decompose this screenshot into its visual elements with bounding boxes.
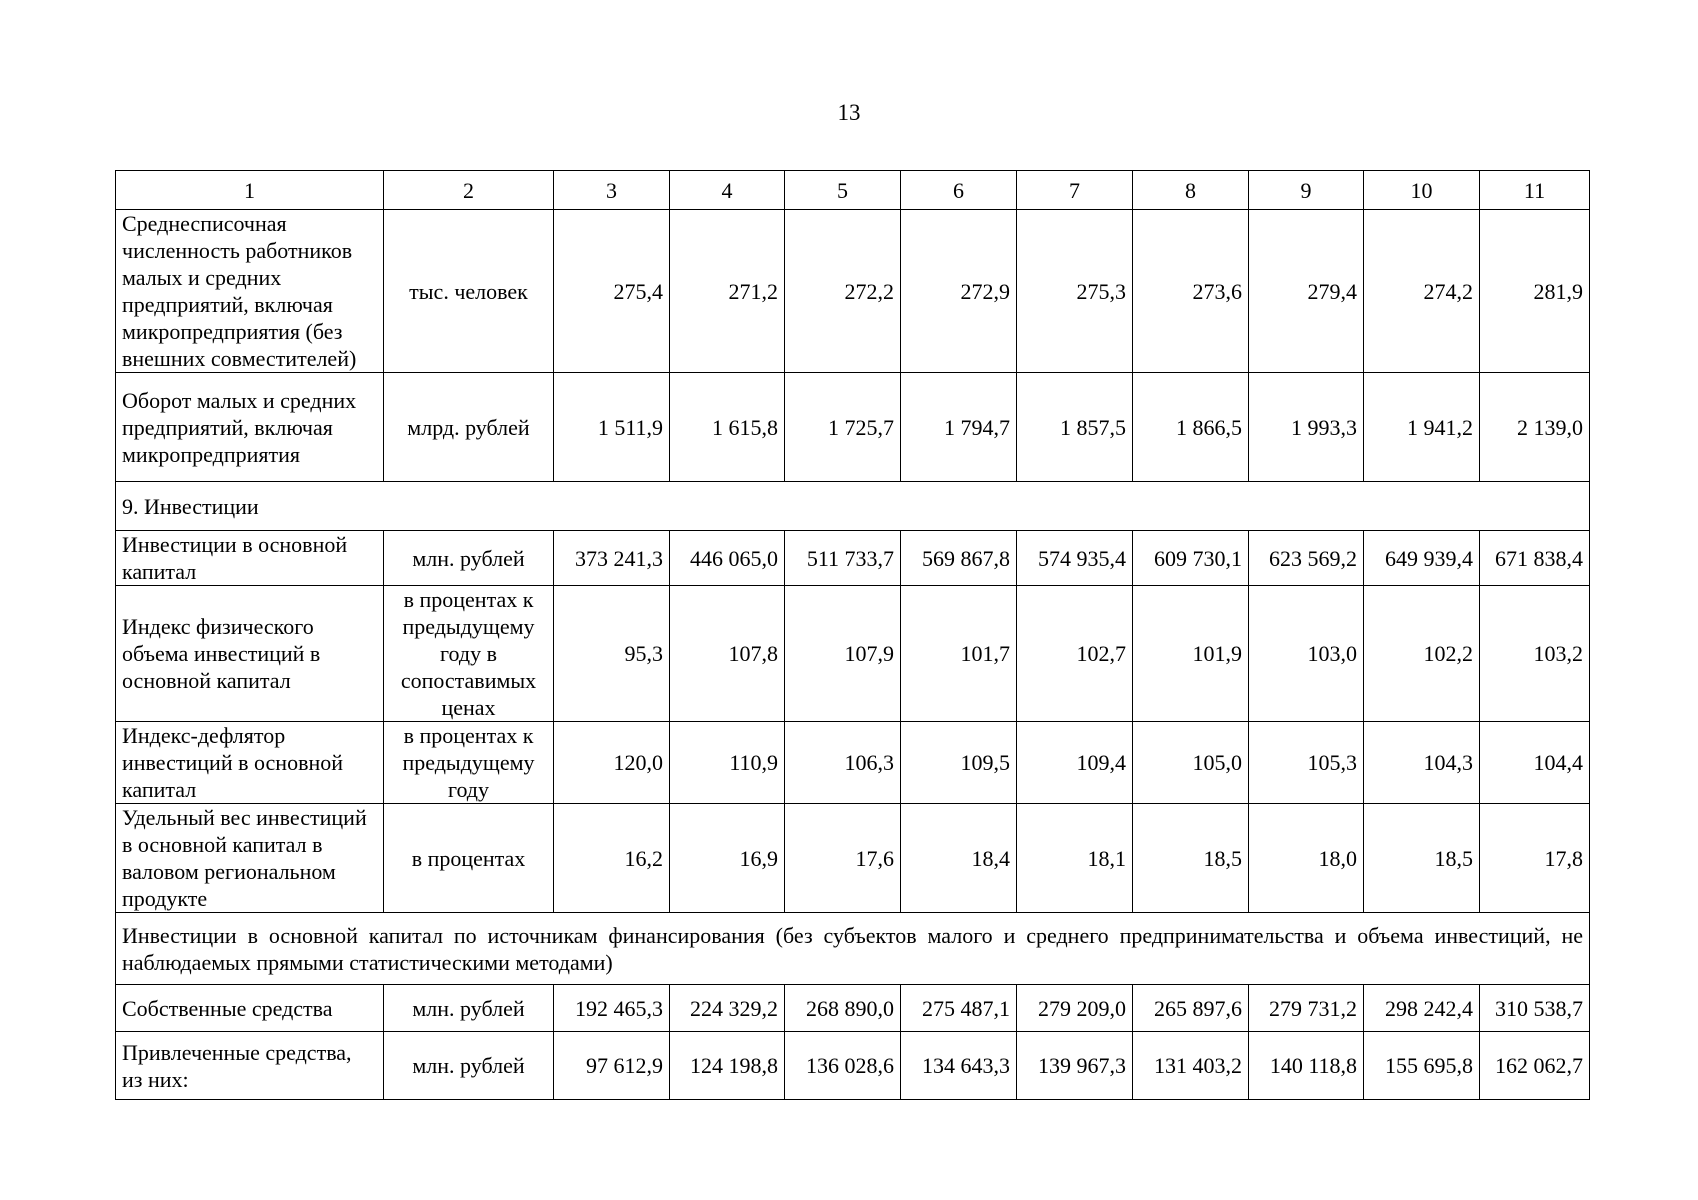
indicator-cell: Инвестиции в основной капитал: [116, 531, 384, 586]
value-cell: 110,9: [670, 722, 785, 804]
unit-cell: в процентах: [384, 804, 554, 913]
value-cell: 2 139,0: [1480, 373, 1590, 482]
value-cell: 101,9: [1133, 586, 1249, 722]
value-cell: 1 993,3: [1249, 373, 1364, 482]
value-cell: 649 939,4: [1364, 531, 1480, 586]
value-cell: 272,9: [901, 210, 1017, 373]
column-number: 1: [116, 171, 384, 210]
value-cell: 139 967,3: [1017, 1032, 1133, 1100]
column-number: 3: [554, 171, 670, 210]
section-row: [116, 482, 1590, 531]
value-cell: 511 733,7: [785, 531, 901, 586]
column-number: 6: [901, 171, 1017, 210]
value-cell: 124 198,8: [670, 1032, 785, 1100]
value-cell: 1 511,9: [554, 373, 670, 482]
table-row-deflator-index: [116, 722, 1590, 804]
value-cell: 101,7: [901, 586, 1017, 722]
indicator-cell: Удельный вес инвестиций в основной капитал в валовом региональном продукте: [116, 804, 384, 913]
value-cell: 140 118,8: [1249, 1032, 1364, 1100]
value-cell: 17,8: [1480, 804, 1590, 913]
value-cell: 265 897,6: [1133, 985, 1249, 1032]
unit-cell: млн. рублей: [384, 531, 554, 586]
column-number: 7: [1017, 171, 1133, 210]
value-cell: 18,1: [1017, 804, 1133, 913]
value-cell: 1 866,5: [1133, 373, 1249, 482]
value-cell: 103,2: [1480, 586, 1590, 722]
value-cell: 136 028,6: [785, 1032, 901, 1100]
sources-note: Инвестиции в основной капитал по источникам финансирования (без субъектов малого и среднего предпринимательства и объема инвестиций, не наблюдаемых прямыми статистическими методами): [116, 913, 1590, 985]
value-cell: 134 643,3: [901, 1032, 1017, 1100]
value-cell: 279 209,0: [1017, 985, 1133, 1032]
value-cell: 569 867,8: [901, 531, 1017, 586]
value-cell: 97 612,9: [554, 1032, 670, 1100]
value-cell: 120,0: [554, 722, 670, 804]
column-number: 2: [384, 171, 554, 210]
column-number: 8: [1133, 171, 1249, 210]
value-cell: 107,9: [785, 586, 901, 722]
value-cell: 107,8: [670, 586, 785, 722]
value-cell: 298 242,4: [1364, 985, 1480, 1032]
value-cell: 109,5: [901, 722, 1017, 804]
value-cell: 268 890,0: [785, 985, 901, 1032]
indicator-cell: Среднесписочная численность работников малых и средних предприятий, включая микропредприятия (без внешних совместителей): [116, 210, 384, 373]
value-cell: 281,9: [1480, 210, 1590, 373]
value-cell: 155 695,8: [1364, 1032, 1480, 1100]
unit-cell: млн. рублей: [384, 1032, 554, 1100]
value-cell: 102,2: [1364, 586, 1480, 722]
table-row-own-funds: [116, 985, 1590, 1032]
value-cell: 373 241,3: [554, 531, 670, 586]
indicator-cell: Индекс-дефлятор инвестиций в основной капитал: [116, 722, 384, 804]
value-cell: 105,0: [1133, 722, 1249, 804]
value-cell: 16,2: [554, 804, 670, 913]
value-cell: 95,3: [554, 586, 670, 722]
unit-cell: в процентах к предыдущему году в сопоставимых ценах: [384, 586, 554, 722]
value-cell: 109,4: [1017, 722, 1133, 804]
column-number: 9: [1249, 171, 1364, 210]
table-row-turnover: [116, 373, 1590, 482]
value-cell: 103,0: [1249, 586, 1364, 722]
value-cell: 274,2: [1364, 210, 1480, 373]
indicator-cell: Привлеченные средства, из них:: [116, 1032, 384, 1100]
value-cell: 609 730,1: [1133, 531, 1249, 586]
value-cell: 1 615,8: [670, 373, 785, 482]
value-cell: 623 569,2: [1249, 531, 1364, 586]
sources-note-row: [116, 913, 1590, 985]
value-cell: 18,4: [901, 804, 1017, 913]
value-cell: 1 725,7: [785, 373, 901, 482]
table-row-borrowed-funds: [116, 1032, 1590, 1100]
value-cell: 275,3: [1017, 210, 1133, 373]
value-cell: 105,3: [1249, 722, 1364, 804]
value-cell: 1 857,5: [1017, 373, 1133, 482]
indicator-cell: Собственные средства: [116, 985, 384, 1032]
value-cell: 106,3: [785, 722, 901, 804]
value-cell: 273,6: [1133, 210, 1249, 373]
value-cell: 574 935,4: [1017, 531, 1133, 586]
value-cell: 16,9: [670, 804, 785, 913]
section-title: 9. Инвестиции: [116, 482, 1590, 531]
value-cell: 131 403,2: [1133, 1032, 1249, 1100]
statistics-table: [115, 170, 1590, 1100]
value-cell: 18,5: [1133, 804, 1249, 913]
value-cell: 104,3: [1364, 722, 1480, 804]
table-row-fixed-capital-investment: [116, 531, 1590, 586]
column-number-row: [116, 171, 1590, 210]
value-cell: 104,4: [1480, 722, 1590, 804]
value-cell: 271,2: [670, 210, 785, 373]
unit-cell: млн. рублей: [384, 985, 554, 1032]
value-cell: 275 487,1: [901, 985, 1017, 1032]
column-number: 5: [785, 171, 901, 210]
column-number: 11: [1480, 171, 1590, 210]
value-cell: 18,0: [1249, 804, 1364, 913]
value-cell: 279,4: [1249, 210, 1364, 373]
value-cell: 279 731,2: [1249, 985, 1364, 1032]
value-cell: 1 941,2: [1364, 373, 1480, 482]
unit-cell: тыс. человек: [384, 210, 554, 373]
value-cell: 17,6: [785, 804, 901, 913]
unit-cell: млрд. рублей: [384, 373, 554, 482]
table-row-share-in-grp: [116, 804, 1590, 913]
table-row-physical-volume-index: [116, 586, 1590, 722]
indicator-cell: Оборот малых и средних предприятий, включая микропредприятия: [116, 373, 384, 482]
value-cell: 275,4: [554, 210, 670, 373]
column-number: 4: [670, 171, 785, 210]
value-cell: 102,7: [1017, 586, 1133, 722]
table-row-employees: [116, 210, 1590, 373]
indicator-cell: Индекс физического объема инвестиций в основной капитал: [116, 586, 384, 722]
value-cell: 446 065,0: [670, 531, 785, 586]
column-number: 10: [1364, 171, 1480, 210]
value-cell: 18,5: [1364, 804, 1480, 913]
value-cell: 671 838,4: [1480, 531, 1590, 586]
value-cell: 224 329,2: [670, 985, 785, 1032]
value-cell: 310 538,7: [1480, 985, 1590, 1032]
value-cell: 1 794,7: [901, 373, 1017, 482]
unit-cell: в процентах к предыдущему году: [384, 722, 554, 804]
value-cell: 162 062,7: [1480, 1032, 1590, 1100]
value-cell: 272,2: [785, 210, 901, 373]
page-number: 13: [837, 100, 861, 125]
value-cell: 192 465,3: [554, 985, 670, 1032]
